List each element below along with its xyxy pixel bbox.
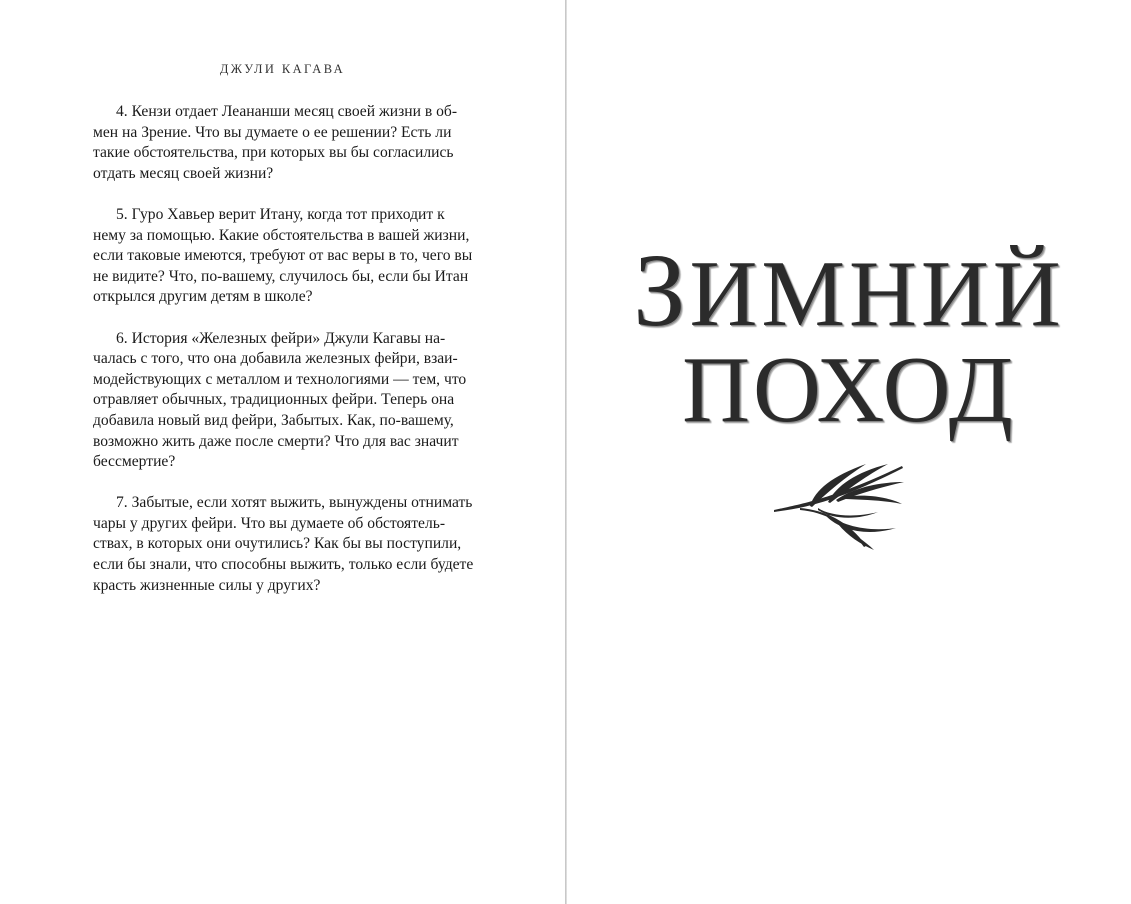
text-line: отдать месяц своей жизни?	[93, 164, 274, 182]
text-line: отравляет обычных, традиционных фейри. Теперь она	[93, 391, 455, 409]
text-line: чалась с того, что она добавила железных фейри, взаи-	[93, 350, 458, 368]
chapter-title	[567, 233, 1131, 442]
text-line: если таковые имеются, требуют от вас веры в то, чего вы	[93, 247, 473, 265]
question-7	[93, 493, 505, 596]
title-initial: З	[633, 233, 690, 348]
text-line: не видите? Что, по-вашему, случилось бы, если бы Итан	[93, 267, 469, 285]
text-line: 6. История «Железных фейри» Джули Кагавы на-	[116, 329, 446, 347]
title-line-1	[567, 233, 1131, 348]
leaf-branch-icon	[770, 460, 906, 550]
running-head: ДЖУЛИ КАГАВА	[219, 62, 346, 76]
text-line: 4. Кензи отдает Леананши месяц своей жизни в об-	[116, 103, 458, 120]
title-line-1-rest: ИМНИЙ	[689, 242, 1065, 346]
text-line: нему за помощью. Какие обстоятельства в вашей жизни,	[93, 226, 470, 244]
right-page	[567, 0, 1131, 904]
left-page	[0, 0, 565, 904]
text-line: бессмертие?	[93, 453, 176, 471]
text-line: мен на Зрение. Что вы думаете о ее решении? Есть ли	[93, 123, 452, 141]
text-line: такие обстоятельства, при которых вы бы согласились	[93, 144, 454, 162]
title-line-2: ПОХОД	[682, 338, 1016, 442]
text-line: чары у других фейри. Что вы думаете об обстоятель-	[93, 514, 446, 532]
text-line: 5. Гуро Хавьер верит Итану, когда тот приходит к	[116, 205, 445, 223]
text-line: 7. Забытые, если хотят выжить, вынуждены отнимать	[116, 494, 473, 512]
text-line: возможно жить даже после смерти? Что для вас значит	[93, 432, 459, 450]
text-line: открылся другим детям в школе?	[93, 288, 313, 306]
text-line: красть жизненные силы у других?	[93, 576, 321, 594]
question-5	[93, 205, 505, 308]
text-line: если бы знали, что способны выжить, только если будете	[93, 556, 474, 574]
text-line: модействующих с металлом и технологиями — тем, что	[93, 370, 467, 388]
discussion-questions	[93, 102, 505, 617]
text-line: добавила новый вид фейри, Забытых. Как, по-вашему,	[93, 411, 454, 429]
question-4	[93, 102, 505, 184]
text-line: ствах, в которых они очутились? Как бы вы поступили,	[93, 535, 462, 553]
question-6	[93, 329, 505, 473]
